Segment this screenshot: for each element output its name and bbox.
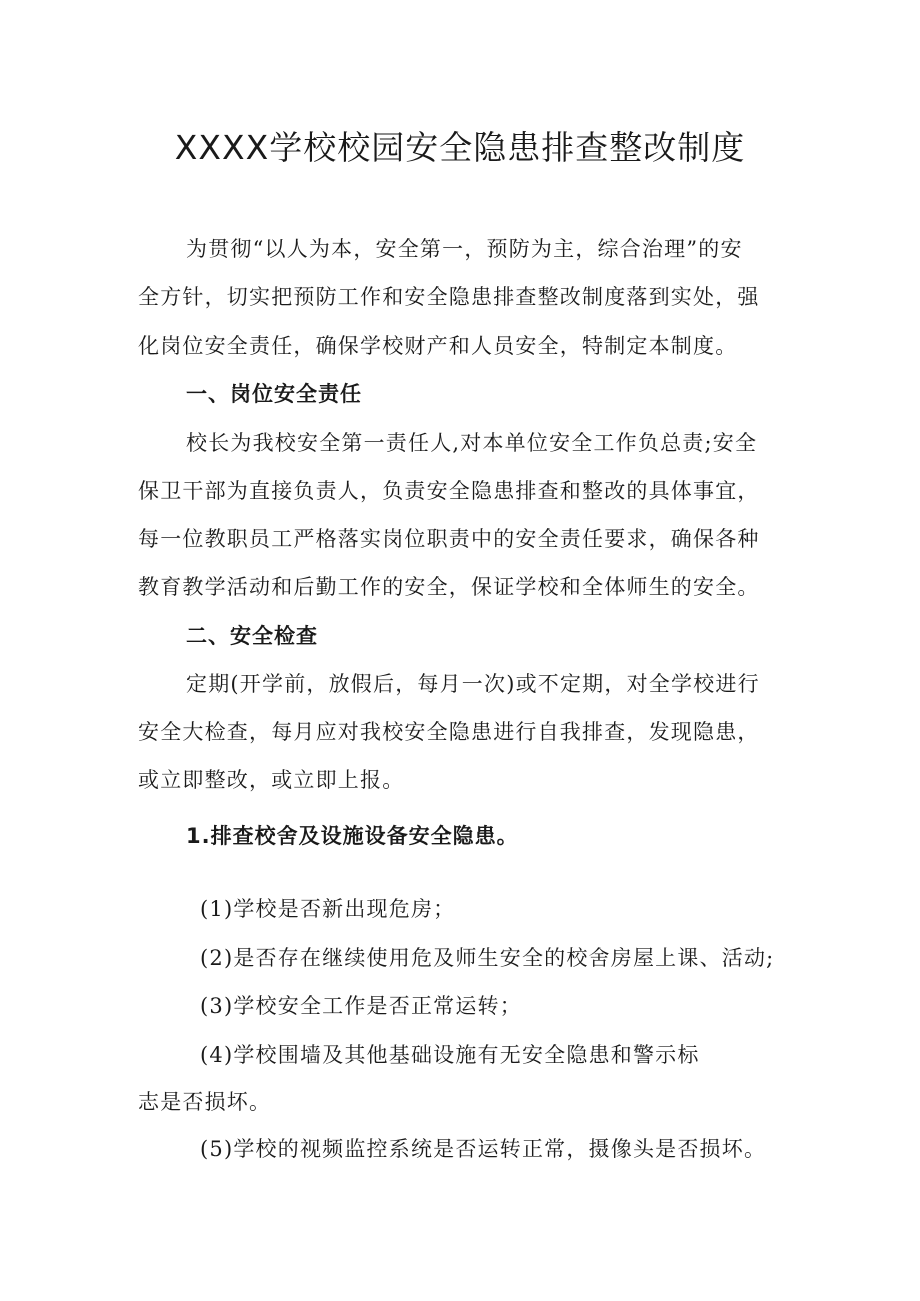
- section-heading-responsibility: 一、岗位安全责任: [186, 382, 362, 406]
- section2-line-3: 或立即整改，或立即上报。: [138, 768, 405, 792]
- document-title: XXXX学校校园安全隐患排查整改制度: [174, 128, 746, 167]
- section1-line-4: 教育教学活动和后勤工作的安全，保证学校和全体师生的安全。: [138, 575, 760, 599]
- subsection-heading-facilities: 1.排查校舍及设施设备安全隐患。: [186, 824, 519, 848]
- intro-line-1: 为贯彻“以人为本，安全第一，预防为主，综合治理”的安: [186, 237, 743, 261]
- list-item-1: (1)学校是否新出现危房；: [200, 897, 456, 921]
- section-heading-inspection: 二、安全检查: [186, 624, 318, 648]
- section1-line-2: 保卫干部为直接负责人，负责安全隐患排查和整改的具体事宜，: [138, 479, 760, 503]
- section2-line-2: 安全大检查，每月应对我校安全隐患进行自我排查，发现隐患，: [138, 720, 760, 744]
- section1-line-3: 每一位教职员工严格落实岗位职责中的安全责任要求，确保各种: [138, 527, 760, 551]
- list-item-3: (3)学校安全工作是否正常运转；: [200, 994, 522, 1018]
- list-item-2: (2)是否存在继续使用危及师生安全的校舍房屋上课、活动;: [200, 946, 775, 970]
- section2-line-1: 定期(开学前，放假后，每月一次)或不定期，对全学校进行: [186, 672, 760, 696]
- list-item-4-continued: 志是否损坏。: [138, 1090, 272, 1114]
- intro-line-3: 化岗位安全责任，确保学校财产和人员安全，特制定本制度。: [138, 334, 738, 358]
- intro-line-2: 全方针，切实把预防工作和安全隐患排查整改制度落到实处，强: [138, 285, 760, 309]
- list-item-5: (5)学校的视频监控系统是否运转正常，摄像头是否损坏。: [200, 1137, 767, 1161]
- list-item-4: (4)学校围墙及其他基础设施有无安全隐患和警示标: [200, 1043, 700, 1067]
- section1-line-1: 校长为我校安全第一责任人,对本单位安全工作负总责;安全: [186, 431, 758, 455]
